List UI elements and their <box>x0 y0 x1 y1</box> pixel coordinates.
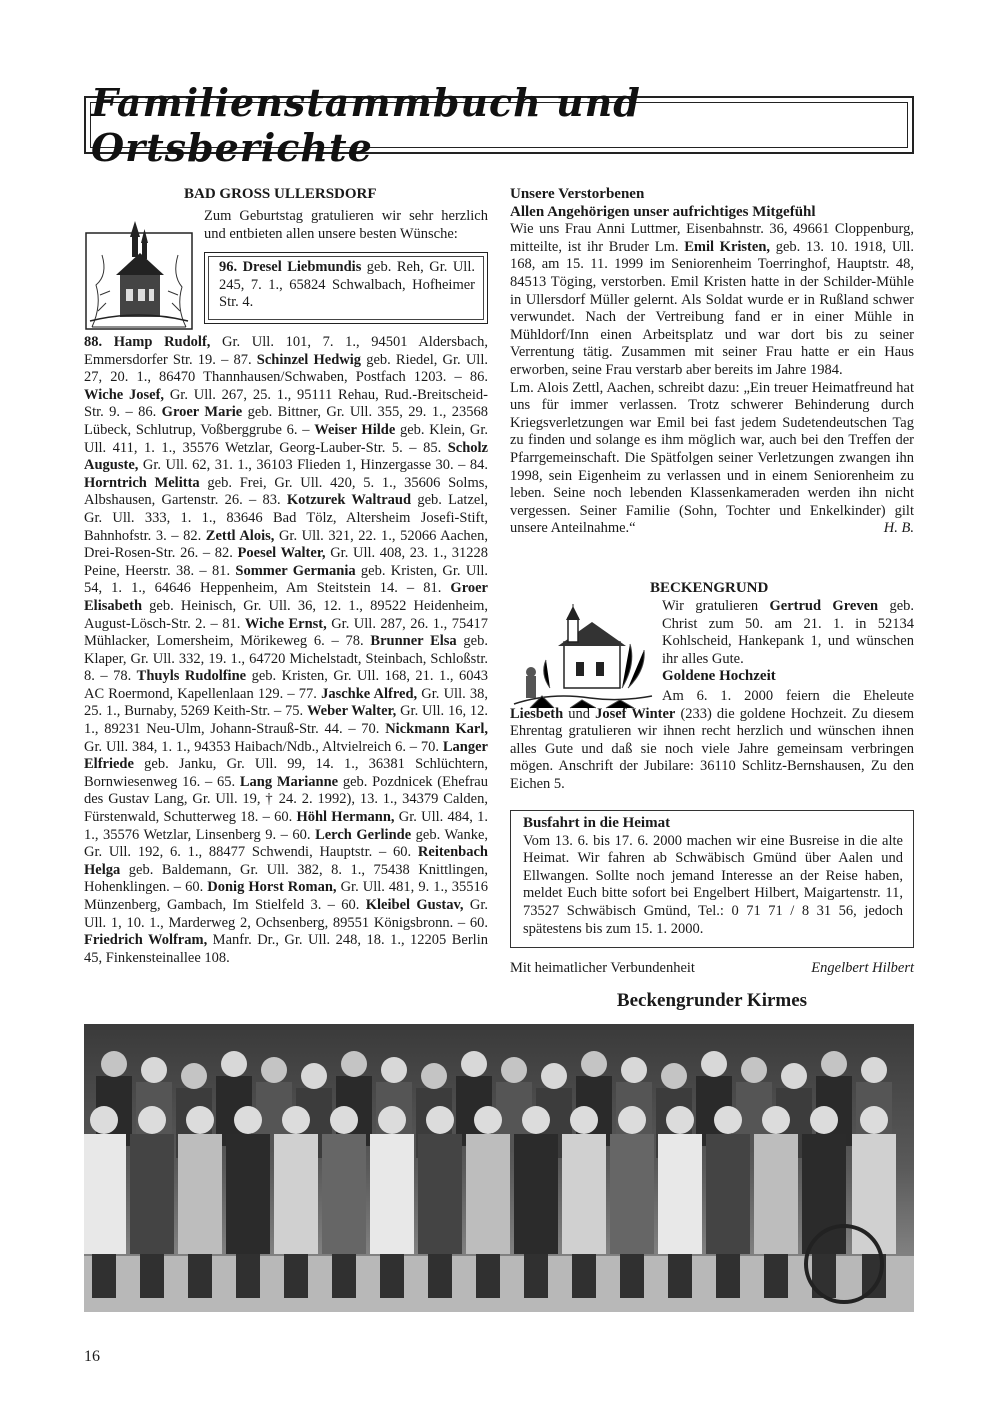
person-head <box>101 1051 127 1077</box>
person-head <box>666 1106 694 1134</box>
person-legs <box>764 1252 788 1298</box>
featured-birthday-details: geb. Reh, Gr. Ull. 245, 7. 1., 65824 Schwalbach, Hofheimer Str. 4. <box>219 259 475 311</box>
birthday-entries-text <box>84 334 488 967</box>
birthday-entry-details: geb. Latzel, Gr. Ull. 333, 1. 1., 83646 Bad Tölz, Altersheim Josefi-Stift, Bahnhofstr. 3. – 82. <box>84 492 488 544</box>
bus-trip-text: Vom 13. 6. bis 17. 6. 2000 machen wir eine Busreise in die alte Heimat. Wir fahren ab Schwäbisch Gmünd über Aalen und Ellwangen. Sollte noch jemand Interesse an der Reise haben, meldet Euch bitte sofort bei Engelbert Hilbert, Maigartenstr. 11, 73527 Schwäbisch Gmünd, Tel.: 0 71 71 / 8 31 56, jedoch spätestens bis zum 15. 1. 2000. <box>523 832 903 937</box>
person-body <box>466 1134 510 1254</box>
birthday-entry-details: geb. Pozdnicek (Ehefrau des Gustav Lang, Gr. Ull. 19, † 24. 2. 1992), 13. 1., 34379 Calden, Fürstenwald, Schutterweg 18. – 60. <box>84 773 488 826</box>
person-head <box>861 1057 887 1083</box>
birthday-entry-name: Jaschke Alfred, <box>321 685 418 702</box>
birthday-entry-details: Gr. Ull. 384, 1. 1., 94353 Haibach/Ndb., Altvielreich 6. – 70. <box>84 738 443 755</box>
birthday-entry-name: Groer Elisabeth <box>84 580 488 614</box>
person-head <box>461 1051 487 1077</box>
person-legs <box>140 1252 164 1298</box>
birthday-entry-details: geb. Wanke, Gr. Ull. 192, 6. 1., 88477 Schwendi, Hauptstr. – 60. <box>84 826 489 861</box>
birthday-entry-details: Gr. Ull. 267, 25. 1., 95111 Rehau, Rud.-Breitscheid-Str. 9. – 86. <box>84 386 488 421</box>
birthday-entry-name: Schinzel Hedwig <box>256 351 362 368</box>
closing-text: Mit heimatlicher Verbundenheit <box>510 960 695 976</box>
person-head <box>570 1106 598 1134</box>
person-head <box>714 1106 742 1134</box>
birthday-entry-details: geb. Heinisch, Gr. Ull. 36, 12. 1., 89522 Heidenheim, August-Lösch-Str. 2. – 81. <box>84 597 488 632</box>
person-legs <box>428 1252 452 1298</box>
birthday-entry-name: Lang Marianne <box>239 773 339 790</box>
birthday-entry-details: Manfr. Dr., Gr. Ull. 248, 18. 1., 12205 Berlin 45, Finkensteinallee 108. <box>84 932 488 966</box>
birthday-list <box>84 334 488 967</box>
person-body <box>178 1134 222 1254</box>
person-body <box>370 1134 414 1254</box>
birthday-entry-name: Wiche Josef, <box>84 386 165 403</box>
birthday-entry-name: Thuyls Rudolfine <box>136 668 247 685</box>
person-head <box>341 1051 367 1077</box>
golden-wedding-block <box>510 688 914 794</box>
obituary-quote: Lm. Alois Zettl, Aachen, schreibt dazu: „Ein treuer Heimatfreund hat uns für immer verlassen. Trotz schwerer Behinderung durch Kriegsverletzungen war Emil bei fast jedem Sudetendeutschen Tag zu finden und solange es ihm möglich war, auch bei den Treffen der Pfarrgemeinschaft. Die Spätfolgen seiner Verletzungen zwangen ihn 1998, sein Eigenheim zu verlassen und in einem Seniorenheim zu leben. Seine noch lebenden Klassenkameraden werden ihn nicht vergessen. Seiner Familie (Sohn, Tochter und Enkelkinder) gilt unsere Anteilnahme.“ <box>510 379 914 537</box>
birthday-entry-details: geb. Bittner, Gr. Ull. 355, 29. 1., 23568 Lübeck, Schlutrup, Voßberggrube 6. – <box>84 404 489 438</box>
person-head <box>661 1063 687 1089</box>
golden-wedding-and: und <box>563 705 596 722</box>
bus-trip-heading: Busfahrt in die Heimat <box>523 815 671 831</box>
church-icon <box>82 215 196 333</box>
birthday-entry-details: geb. Kristen, Gr. Ull. 168, 21. 1., 6043 AC Roermond, Kapellenlaan 129. – 77. <box>84 668 488 702</box>
beckengrund-heading-block <box>650 580 914 598</box>
beckengrund-heading: BECKENGRUND <box>650 580 769 596</box>
left-heading-block <box>184 186 488 204</box>
featured-birthday-box <box>204 252 488 324</box>
beckengrund-greeting-block <box>662 598 914 686</box>
birthday-entry-details: Gr. Ull. 1, 10. 1., Marderweg 2, Ochsenberg, 89551 Königsbronn. – 60. <box>84 897 489 931</box>
obituary-paragraph-2 <box>510 380 914 538</box>
person-head <box>741 1057 767 1083</box>
birthday-entry-details: Gr. Ull. 62, 31. 1., 36103 Flieden 1, Hinzergasse 30. – 84. <box>138 457 488 474</box>
person-legs <box>380 1252 404 1298</box>
birthday-entry-name: Donig Horst Roman, <box>207 879 337 896</box>
group-photo-image <box>84 1024 914 1312</box>
person-head <box>186 1106 214 1134</box>
birthday-entry-name: Horntrich Melitta <box>84 474 200 491</box>
bus-trip-box <box>510 810 914 948</box>
person-body <box>658 1134 702 1254</box>
person-head <box>234 1106 262 1134</box>
birthday-entry-details: Gr. Ull. 484, 1. 1., 35576 Wetzlar, Linsenberg 9. – 60. <box>84 809 489 843</box>
person-body <box>418 1134 462 1254</box>
obituary-text-b: geb. 13. 10. 1918, Ull. 168, am 15. 11. 1999 im Seniorenheim Toerringhof, Hauptstr. 48, 84513 Töging, verstorben. Emil Kristen hatte in der Schilder-Mühle in Ullersdorf Müller gelernt. Als Soldat wurde er in Rußland schwer verwundet. Nach der Vertreibung fand er in einer Mühle in Mühldorf/Inn einen Arbeitsplatz und war dort bis zu seiner Verrentung tätig. Zusammen mit seiner Frau hatte er ein Haus erworben, seine Frau verstarb aber bereits im Jahre 1984. <box>510 238 914 378</box>
person-body <box>610 1134 654 1254</box>
person-head <box>381 1057 407 1083</box>
birthday-entry-details: Gr. Ull. 408, 23. 1., 31228 Peine, Heerstr. 38. – 81. <box>84 545 488 579</box>
beckengrund-greeting-b: geb. Christ zum 50. am 21. 1. in 52134 Kohlscheid, Hankepank 1, und wünschen ihr alles Gute. <box>662 598 915 667</box>
obituary-name: Emil Kristen, <box>684 238 771 255</box>
person-head <box>261 1057 287 1083</box>
birthday-entry-details: geb. Frei, Gr. Ull. 420, 5. 1., 35606 Solms, Albshausen, Gartenstr. 26. – 83. <box>84 474 488 509</box>
person-head <box>282 1106 310 1134</box>
birthday-entry-name: Zettl Alois, <box>205 527 275 544</box>
person-body <box>274 1134 318 1254</box>
featured-birthday-entry <box>219 259 475 312</box>
beckengrund-greeting-a: Wir gratulieren <box>662 598 770 614</box>
person-head <box>762 1106 790 1134</box>
person-head <box>474 1106 502 1134</box>
person-head <box>821 1051 847 1077</box>
person-body <box>322 1134 366 1254</box>
person-head <box>421 1063 447 1089</box>
person-legs <box>332 1252 356 1298</box>
birthday-entry-details: geb. Klein, Gr. Ull. 411, 1. 1., 35576 Wetzlar, Georg-Lauber-Str. 5. – 85. <box>84 421 488 456</box>
birthday-entry-details: Gr. Ull. 321, 22. 1., 52066 Aachen, Drei-Rosen-Str. 26. – 82. <box>84 527 488 562</box>
obituary-block <box>510 186 914 538</box>
beckengrund-greeting-name: Gertrud Greven <box>769 598 879 614</box>
church-seal-illustration <box>82 215 196 333</box>
birthday-entry-details: Gr. Ull. 101, 7. 1., 94501 Aldersbach, Emmersdorfer Str. 19. – 87. <box>84 334 488 368</box>
masthead-frame <box>84 80 914 170</box>
golden-wedding-name-1: Liesbeth <box>510 705 564 722</box>
person-head <box>810 1106 838 1134</box>
person-head <box>860 1106 888 1134</box>
golden-wedding-a: Am 6. 1. 2000 feiern die Eheleute <box>662 688 914 704</box>
person-head <box>501 1057 527 1083</box>
birthday-entry-name: Poesel Walter, <box>237 545 326 562</box>
bad-gross-ullersdorf-heading: BAD GROSS ULLERSDORF <box>184 186 377 202</box>
person-head <box>621 1057 647 1083</box>
birthday-entry-details: geb. Baldemann, Gr. Ull. 382, 8. 1., 75438 Knittlingen, Hohenklingen. – 60. <box>84 861 488 896</box>
person-head <box>181 1063 207 1089</box>
person-head <box>141 1057 167 1083</box>
person-body <box>514 1134 558 1254</box>
person-legs <box>572 1252 596 1298</box>
beckengrund-greeting <box>662 598 914 668</box>
birthday-entry-name: Groer Marie <box>161 404 243 421</box>
person-legs <box>524 1252 548 1298</box>
birthday-entry-details: geb. Riedel, Gr. Ull. 27, 20. 1., 86470 Thannhausen/Schwaben, Postfach 1203. – 86. <box>84 351 488 386</box>
person-legs <box>236 1252 260 1298</box>
person-legs <box>284 1252 308 1298</box>
birthday-entry-name: Scholz Auguste, <box>84 439 488 474</box>
birthday-entry-name: Reitenbach Helga <box>84 844 488 878</box>
person-body <box>84 1134 126 1254</box>
birthday-intro-block <box>204 208 488 243</box>
closing-block <box>510 960 914 978</box>
masthead-inner-frame <box>90 80 908 170</box>
obituary-text-a: Wie uns Frau Anni Luttmer, Eisenbahnstr. 36, 49661 Cloppenburg, mitteilte, ist ihr Bruder Lm. <box>510 221 914 255</box>
birthday-entry-details: Gr. Ull. 287, 26. 1., 75417 Mühlacker, Lomersheim, Mörikeweg 6. – 78. <box>84 615 489 650</box>
birthday-entry-name: Kotzurek Waltraud <box>286 492 412 509</box>
group-photo <box>84 1024 914 1312</box>
birthday-entry-name: Langer Elfriede <box>84 738 488 773</box>
golden-wedding-b: (233) die goldene Hochzeit. Zu diesem Ehrentag gratulieren wir ihnen recht herzlich und wünschen ihnen alles Gute und daß sie noch viele Jahre gemeinsam verbringen mögen. Anschrift der Jubilare: 36110 Schlitz-Bernshausen, Zu den Eichen 5. <box>510 705 914 792</box>
person-legs <box>188 1252 212 1298</box>
birthday-entry-name: Friedrich Wolfram, <box>84 932 208 949</box>
obituary-subheading: Allen Angehörigen unser aufrichtiges Mitgefühl <box>510 203 816 220</box>
birthday-entry-name: Weiser Hilde <box>314 421 396 438</box>
person-legs <box>92 1252 116 1298</box>
person-head <box>701 1051 727 1077</box>
person-legs <box>620 1252 644 1298</box>
person-body <box>852 1134 896 1254</box>
birthday-entry-name: Höhl Hermann, <box>296 809 395 826</box>
featured-birthday-name: 96. Dresel Liebmundis <box>219 259 362 275</box>
birthday-entry-name: Weber Walter, <box>306 703 397 720</box>
person-legs <box>476 1252 500 1298</box>
person-head <box>522 1106 550 1134</box>
person-head <box>581 1051 607 1077</box>
birthday-entry-name: Lerch Gerlinde <box>315 826 412 843</box>
person-head <box>618 1106 646 1134</box>
person-head <box>781 1063 807 1089</box>
birthday-entry-name: 88. Hamp Rudolf, <box>84 334 211 350</box>
birthday-entry-details: Gr. Ull. 16, 12. 1., 89231 Neu-Ulm, Johann-Strauß-Str. 44. – 70. <box>84 703 488 738</box>
closing-signature: Engelbert Hilbert <box>811 960 914 976</box>
person-head <box>301 1063 327 1089</box>
birthday-entry-details: geb. Kristen, Gr. Ull. 54, 1. 1., 64646 Heppenheim, Am Steitstein 14. – 81. <box>84 562 488 597</box>
birthday-entry-name: Sommer Germania <box>235 562 356 579</box>
person-body <box>226 1134 270 1254</box>
person-body <box>706 1134 750 1254</box>
birthday-entry-details: Gr. Ull. 481, 9. 1., 35516 Münzenberg, Gambach, Im Stielfeld 3. – 60. <box>84 879 488 913</box>
obituary-signature: H. B. <box>883 520 914 537</box>
golden-wedding-heading: Goldene Hochzeit <box>662 668 776 685</box>
person-body <box>130 1134 174 1254</box>
obituary-paragraph-1 <box>510 221 914 379</box>
person-head <box>426 1106 454 1134</box>
obituary-heading: Unsere Verstorbenen <box>510 186 645 202</box>
kirmes-heading: Beckengrunder Kirmes <box>616 990 808 1011</box>
golden-wedding-text <box>510 688 914 794</box>
birthday-entry-details: geb. Janku, Gr. Ull. 99, 14. 1., 36381 Schlüchtern, Bornwiesenweg 16. – 65. <box>84 756 488 790</box>
person-body <box>562 1134 606 1254</box>
person-legs <box>668 1252 692 1298</box>
golden-wedding-name-2: Josef Winter <box>595 705 676 722</box>
person-legs <box>716 1252 740 1298</box>
person-head <box>90 1106 118 1134</box>
birthday-entry-name: Nickmann Karl, <box>385 721 489 738</box>
person-head <box>138 1106 166 1134</box>
birthday-entry-name: Kleibel Gustav, <box>365 897 464 913</box>
section-title: Familienstammbuch und Ortsberichte <box>91 80 641 170</box>
birthday-entry-name: Wiche Ernst, <box>244 615 327 632</box>
birthday-intro-text: Zum Geburtstag gratulieren wir sehr herzlich und entbieten allen unsere besten Wünsche: <box>204 208 488 242</box>
person-body <box>802 1134 846 1254</box>
person-head <box>378 1106 406 1134</box>
birthday-entry-details: Gr. Ull. 38, 25. 1., Burnaby, 5269 Keith-Str. – 75. <box>84 685 488 720</box>
person-body <box>754 1134 798 1254</box>
person-head <box>330 1106 358 1134</box>
person-head <box>541 1063 567 1089</box>
page-number: 16 <box>84 1348 100 1365</box>
birthday-entry-details: geb. Klaper, Gr. Ull. 332, 19. 1., 64720 Michelstadt, Steinbach, Schloßstr. 8. – 78. <box>84 633 488 685</box>
birthday-entry-name: Brunner Elsa <box>370 633 457 650</box>
person-head <box>221 1051 247 1077</box>
